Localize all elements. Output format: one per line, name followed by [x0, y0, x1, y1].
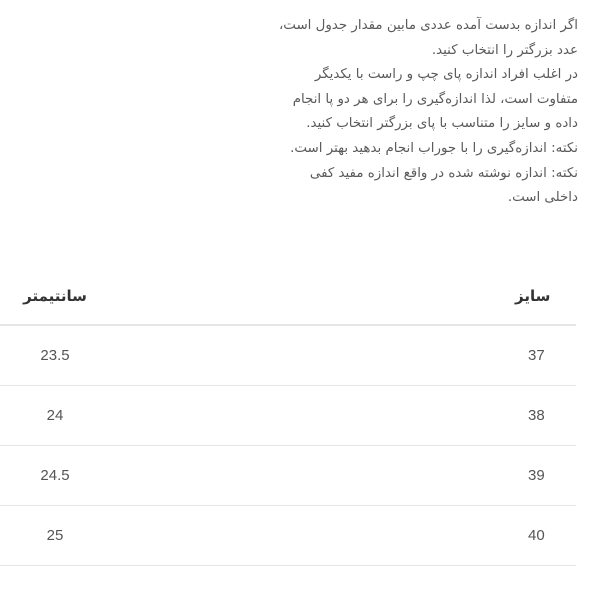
cell-centimeter: 25	[0, 506, 110, 566]
note-line: داخلی است.	[507, 190, 578, 206]
cell-size: 40	[110, 506, 576, 566]
cell-centimeter: 24	[0, 386, 110, 446]
note-line: متفاوت است، لذا اندازه‌گیری را برای هر دو پا انجام	[292, 91, 578, 107]
size-chart-table	[0, 268, 576, 566]
header-centimeter: سانتیمتر	[0, 268, 110, 325]
table-header-row	[0, 268, 576, 325]
note-line: نکته: اندازه‌گیری را با جوراب انجام بدهید بهتر است.	[290, 140, 578, 156]
cell-size: 37	[110, 325, 576, 386]
table-row	[0, 386, 576, 446]
cell-centimeter: 23.5	[0, 325, 110, 386]
note-line: در اغلب افراد اندازه پای چپ و راست با یکدیگر	[314, 67, 578, 83]
note-line: اگر اندازه بدست آمده عددی مابین مقدار جدول است،	[278, 18, 578, 33]
note-line: نکته: اندازه نوشته شده در واقع اندازه مفید کفی	[309, 165, 578, 181]
header-size: سایز	[110, 268, 576, 325]
cell-centimeter: 24.5	[0, 446, 110, 506]
size-guide-notes	[238, 14, 578, 211]
note-line: داده و سایز را متناسب با پای بزرگتر انتخاب کنید.	[306, 116, 578, 132]
note-line: عدد بزرگتر را انتخاب کنید.	[431, 42, 578, 58]
table-row	[0, 325, 576, 386]
cell-size: 38	[110, 386, 576, 446]
table-row	[0, 506, 576, 566]
table-row	[0, 446, 576, 506]
cell-size: 39	[110, 446, 576, 506]
